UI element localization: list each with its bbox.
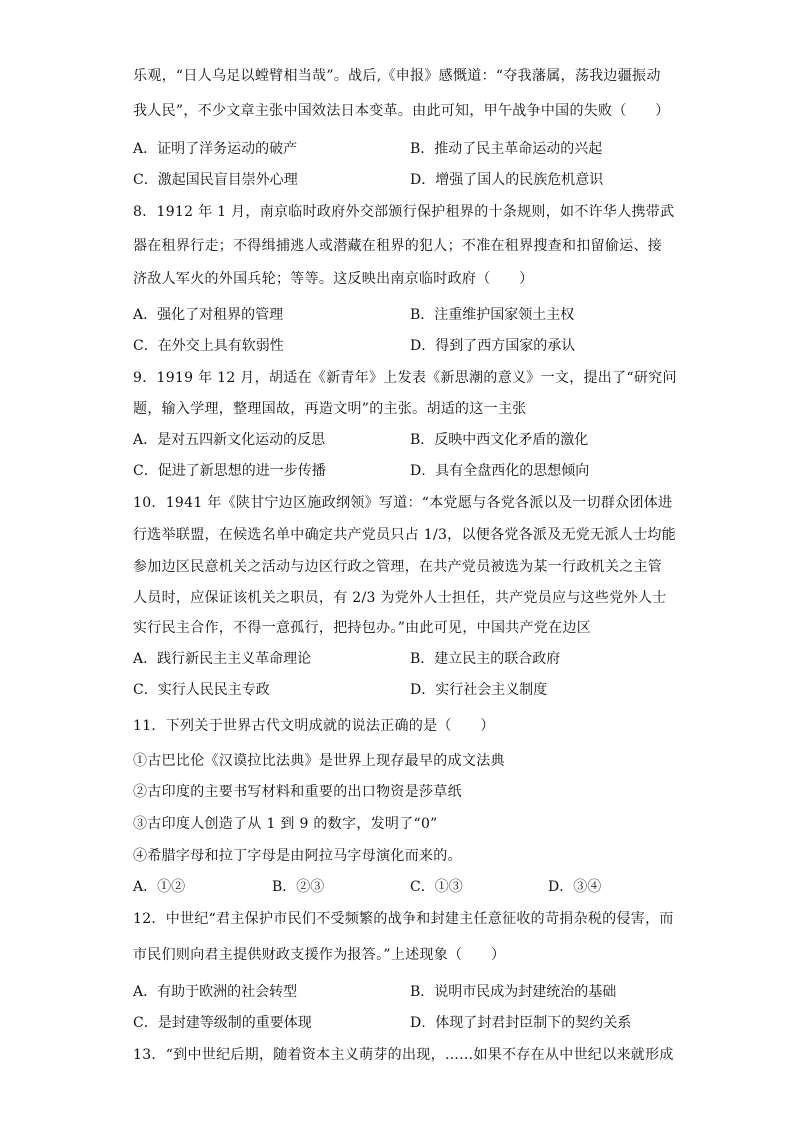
q7-option-d: D．增强了国人的民族危机意识 — [410, 172, 604, 188]
q11-option-a: A．①② — [133, 879, 186, 895]
q12-option-c: C．是封建等级制的重要体现 — [133, 1015, 312, 1031]
q7-option-c: C．激起国民盲目崇外心理 — [133, 172, 298, 188]
q9-option-a: A．是对五四新文化运动的反思 — [133, 432, 326, 448]
q8-option-a: A．强化了对租界的管理 — [133, 307, 284, 323]
q12-option-a: A．有助于欧洲的社会转型 — [133, 984, 298, 1000]
q7-option-a: A．证明了洋务运动的破产 — [133, 141, 298, 157]
q9-stem-line-1: 9．1919 年 12 月，胡适在《新青年》上发表《新思潮的意义》一文，提出了“研究问 — [133, 370, 677, 386]
q13-stem-line-1: 13．“到中世纪后期，随着资本主义萌芽的出现，……如果不存在从中世纪以来就形成 — [133, 1047, 674, 1063]
q9-option-b: B．反映中西文化矛盾的激化 — [410, 432, 589, 448]
q8-stem-line-2: 器在租界行走；不得缉捕逃人或潜藏在租界的犯人；不准在租界搜查和扣留偷运、接 — [133, 238, 663, 254]
q10-stem-line-5: 实行民主合作，不得一意孤行，把持包办。”由此可见，中国共产党在边区 — [133, 620, 592, 636]
q12-option-b: B．说明市民成为封建统治的基础 — [410, 984, 617, 1000]
q9-option-c: C．促进了新思想的进一步传播 — [133, 463, 326, 479]
q9-option-d: D．具有全盘西化的思想倾向 — [410, 463, 590, 479]
q8-option-c: C．在外交上具有软弱性 — [133, 338, 284, 354]
q10-stem-line-1: 10．1941 年《陕甘宁边区施政纲领》写道：“本党愿与各党各派以及一切群众团体进 — [133, 495, 673, 511]
q8-option-b: B．注重维护国家领土主权 — [410, 307, 575, 323]
q7-stem-line-1: 乐观，“日人乌足以螳臂相当哉”。战后,《申报》感慨道：“夺我藩属，荡我边疆振动 — [133, 68, 661, 84]
q8-stem-line-1: 8．1912 年 1 月，南京临时政府外交部颁行保护租界的十条规则，如不许华人携带武 — [133, 204, 675, 220]
q8-stem-line-3: 济敌人军火的外国兵轮；等等。这反映出南京临时政府（ ） — [133, 271, 534, 287]
q11-option-d: D．③④ — [548, 879, 602, 895]
q11-statement-1: ①古巴比伦《汉谟拉比法典》是世界上现存最早的成文法典 — [133, 753, 505, 769]
q11-statement-4: ④希腊字母和拉丁字母是由阿拉马字母演化而来的。 — [133, 848, 462, 864]
q12-stem-line-2: 市民们则向君主提供财政支援作为报答。”上述现象（ ） — [133, 947, 506, 963]
q10-option-a: A．践行新民主主义革命理论 — [133, 651, 312, 667]
q10-option-c: C．实行人民民主专政 — [133, 682, 270, 698]
q7-stem-line-2: 我人民”，不少文章主张中国效法日本变革。由此可知，甲午战争中国的失败（ ） — [133, 103, 670, 119]
q11-statement-3: ③古印度人创造了从 1 到 9 的数字，发明了“0” — [133, 816, 438, 832]
q7-option-b: B．推动了民主革命运动的兴起 — [410, 141, 603, 157]
q10-stem-line-2: 行选举联盟，在候选名单中确定共产党员只占 1/3，以便各党各派及无党无派人士均能 — [133, 527, 676, 543]
q9-stem-line-2: 题，输入学理，整理国故，再造文明”的主张。胡适的这一主张 — [133, 401, 527, 417]
q10-option-d: D．实行社会主义制度 — [410, 682, 548, 698]
q10-stem-line-4: 人员时，应保证该机关之职员，有 2/3 为党外人士担任，共产党员应与这些党外人士 — [133, 590, 667, 606]
q10-stem-line-3: 参加边区民意机关之活动与边区行政之管理，在共产党员被选为某一行政机关之主管 — [133, 559, 663, 575]
q11-statement-2: ②古印度的主要书写材料和重要的出口物资是莎草纸 — [133, 784, 462, 800]
q12-stem-line-1: 12．中世纪“君主保护市民们不受频繁的战争和封建主任意征收的苛捐杂税的侵害，而 — [133, 911, 674, 927]
q11-stem: 11．下列关于世界古代文明成就的说法正确的是（ ） — [133, 718, 495, 734]
q8-option-d: D．得到了西方国家的承认 — [410, 338, 576, 354]
q10-option-b: B．建立民主的联合政府 — [410, 651, 561, 667]
q12-option-d: D．体现了封君封臣制下的契约关系 — [410, 1015, 632, 1031]
q11-option-c: C．①③ — [410, 879, 463, 895]
q11-option-b: B．②③ — [272, 879, 325, 895]
